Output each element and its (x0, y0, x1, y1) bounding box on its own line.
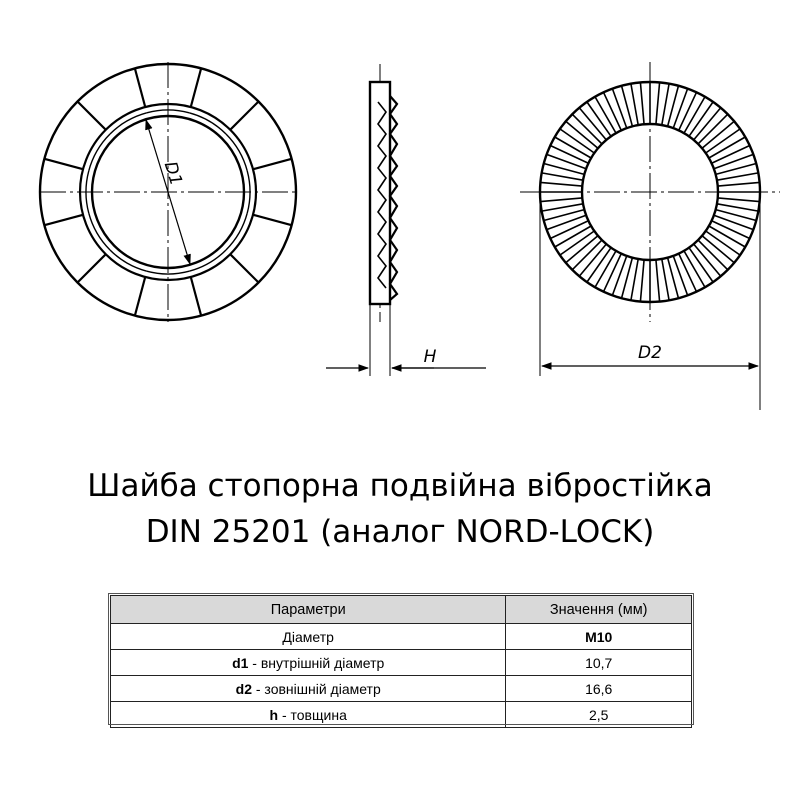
d1-label: D1 (159, 159, 186, 188)
row-label: - товщина (278, 706, 347, 723)
serration-line (550, 221, 588, 239)
row-h-label (111, 702, 506, 728)
serration-line (540, 182, 582, 186)
serration-line (656, 260, 660, 302)
row-label: - внутрішній діаметр (248, 654, 385, 671)
d2-label: D2 (638, 343, 662, 363)
table-row (111, 702, 692, 728)
serration-line (604, 254, 622, 292)
row-diameter-value (506, 624, 692, 650)
row-d1-value: 10,7 (506, 650, 692, 676)
row-diameter-label (111, 624, 506, 650)
serration-line (542, 173, 583, 180)
washer-front-view (40, 62, 298, 322)
row-d2-value: 16,6 (506, 676, 692, 702)
segment-inner-arc (89, 213, 110, 250)
serration-line (550, 146, 588, 164)
segment-divider (44, 215, 83, 225)
table-row (111, 624, 692, 650)
segment-divider (135, 277, 145, 316)
serration-line (640, 260, 644, 302)
table-row (111, 650, 692, 676)
serration-line (717, 173, 758, 180)
row-symbol: d1 (232, 654, 249, 671)
row-symbol: d2 (235, 680, 252, 697)
serration-line (631, 84, 638, 125)
serration-line (631, 259, 638, 300)
row-symbol: h (269, 706, 279, 723)
serration-line (662, 84, 669, 125)
segment-divider (44, 159, 83, 169)
segment-inner-arc (226, 213, 247, 250)
parameters-table (110, 595, 692, 728)
serration-line (542, 204, 583, 211)
washer-side-view (326, 64, 486, 376)
table-row (111, 676, 692, 702)
title-line-1: Шайба стопорна подвійна вібростійка (87, 468, 713, 504)
row-h-value: 2,5 (506, 702, 692, 728)
serration-line (662, 259, 669, 300)
segment-divider (191, 277, 201, 316)
row-label: - зовнішній діаметр (251, 680, 381, 697)
header-values: Значення (мм) (506, 596, 692, 624)
segment-divider (253, 159, 292, 169)
serration-line (656, 82, 660, 124)
serration-line (718, 198, 760, 202)
segment-inner-arc (189, 113, 226, 134)
header-parameters: Параметри (111, 596, 506, 624)
table-header-row (111, 596, 692, 624)
segment-divider (230, 254, 258, 282)
serration-line (640, 82, 644, 124)
serration-line (712, 146, 750, 164)
segment-divider (77, 254, 105, 282)
row-d1-label (111, 650, 506, 676)
segment-divider (135, 68, 145, 107)
segment-divider (77, 101, 105, 129)
segment-inner-arc (110, 113, 147, 134)
serration-line (718, 182, 760, 186)
serration-line (679, 92, 697, 130)
segment-inner-arc (89, 134, 110, 171)
serration-line (540, 198, 582, 202)
segment-divider (230, 101, 258, 129)
segment-divider (191, 68, 201, 107)
title-line-2: DIN 25201 (аналог NORD-LOCK) (145, 514, 655, 550)
row-d2-label (111, 676, 506, 702)
serration-line (717, 204, 758, 211)
segment-inner-arc (226, 134, 247, 171)
segment-inner-arc (189, 250, 226, 271)
row-value: M10 (585, 628, 613, 645)
serration-line (604, 92, 622, 130)
segment-divider (253, 215, 292, 225)
serration-line (679, 254, 697, 292)
row-label: Діаметр (282, 628, 334, 645)
segment-inner-arc (110, 250, 147, 271)
serration-line (712, 221, 750, 239)
h-label: H (423, 347, 437, 367)
